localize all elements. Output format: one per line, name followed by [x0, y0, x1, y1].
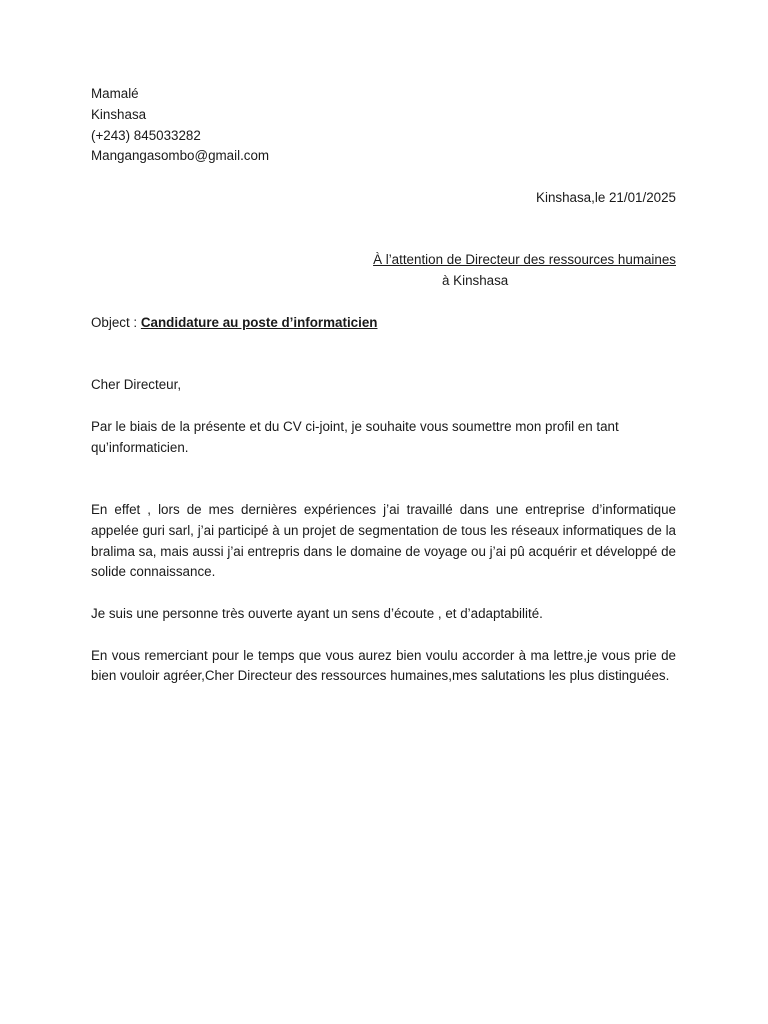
recipient-city: à Kinshasa — [442, 273, 509, 289]
object-line — [91, 313, 676, 334]
paragraph-intro: Par le biais de la présente et du CV ci-joint, je souhaite vous soumettre mon profil en tant qu’informaticien. — [91, 418, 619, 455]
sender-block — [91, 84, 676, 167]
paragraph-experience: En effet , lors de mes dernières expériences j’ai travaillé dans une entreprise d’informatique appelée guri sarl, j’ai participé à un projet de segmentation de tous les réseaux informatiques de la bralima sa, mais aussi j’ai entrepris dans le domaine de voyage ou j’ai pû acquérir et développé de solide connaissance. — [91, 501, 676, 580]
sender-name: Mamalé — [91, 86, 139, 101]
object-subject: Candidature au poste d’informaticien — [140, 314, 378, 330]
recipient-block — [91, 250, 676, 292]
sender-city: Kinshasa — [91, 106, 147, 122]
greeting: Cher Directeur, — [91, 377, 182, 393]
letter-page — [91, 84, 676, 687]
sender-email: Mangangasombo@gmail.com — [91, 148, 270, 164]
sender-phone: (+243) 845033282 — [91, 127, 201, 143]
paragraph-qualities: Je suis une personne très ouverte ayant un sens d’écoute , et d’adaptabilité. — [91, 605, 543, 621]
object-label: Object : — [91, 314, 141, 330]
recipient-attention: À l’attention de Directeur des ressources humaines — [373, 252, 676, 268]
letter-date: Kinshasa,le 21/01/2025 — [536, 189, 676, 205]
paragraph-closing: En vous remerciant pour le temps que vous aurez bien voulu accorder à ma lettre,je vous prie de bien vouloir agréer,Cher Directeur des ressources humaines,mes salutations les plus distinguées. — [91, 647, 676, 684]
